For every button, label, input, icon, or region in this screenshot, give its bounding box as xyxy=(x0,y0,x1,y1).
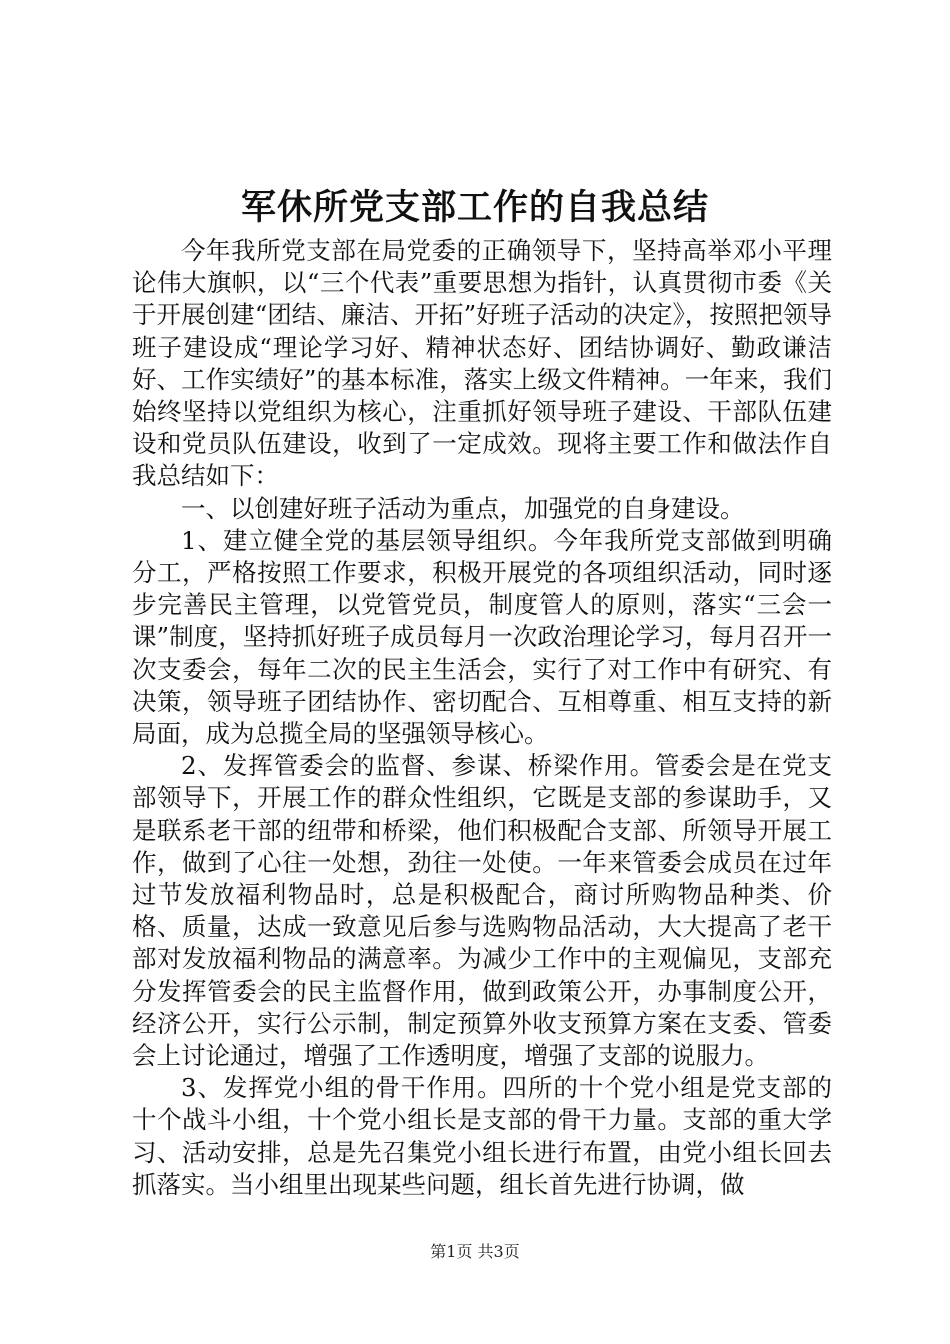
document-body xyxy=(132,235,832,1201)
intro-paragraph: 今年我所党支部在局党委的正确领导下，坚持高举邓小平理论伟大旗帜，以“三个代表”重要思想为指针，认真贯彻市委《关于开展创建“团结、廉洁、开拓”好班子活动的决定》，按照把领导班子建设成“理论学习好、精神状态好、团结协调好、勤政谦洁好、工作实绩好”的基本标准，落实上级文件精神。一年来，我们始终坚持以党组织为核心，注重抓好领导班子建设、干部队伍建设和党员队伍建设，收到了一定成效。现将主要工作和做法作自我总结如下： xyxy=(132,236,832,491)
page-footer: 第1页 共3页 xyxy=(430,1242,520,1261)
paragraph-item-3: 3、发挥党小组的骨干作用。四所的十个党小组是党支部的十个战斗小组，十个党小组长是支部的骨干力量。支部的重大学习、活动安排，总是先召集党小组长进行布置，由党小组长回去抓落实。当小组里出现某些问题，组长首先进行协调，做 xyxy=(132,1073,832,1199)
document-title: 军休所党支部工作的自我总结 xyxy=(240,187,709,228)
paragraph-item-2: 2、发挥管委会的监督、参谋、桥梁作用。管委会是在党支部领导下，开展工作的群众性组织，它既是支部的参谋助手，又是联系老干部的纽带和桥梁，他们积极配合支部、所领导开展工作，做到了心往一处想，劲往一处使。一年来管委会成员在过年过节发放福利物品时，总是积极配合，商讨所购物品种类、价格、质量，达成一致意见后参与选购物品活动，大大提高了老干部对发放福利物品的满意率。为减少工作中的主观偏见，支部充分发挥管委会的民主监督作用，做到政策公开，办事制度公开，经济公开，实行公示制，制定预算外收支预算方案在支委、管委会上讨论通过，增强了工作透明度，增强了支部的说服力。 xyxy=(132,751,832,1071)
paragraph-item-1: 1、建立健全党的基层领导组织。今年我所党支部做到明确分工，严格按照工作要求，积极开展党的各项组织活动，同时逐步完善民主管理，以党管党员，制度管人的原则，落实“三会一课”制度，坚持抓好班子成员每月一次政治理论学习，每月召开一次支委会，每年二次的民主生活会，实行了对工作中有研究、有决策，领导班子团结协作、密切配合、互相尊重、相互支持的新局面，成为总揽全局的坚强领导核心。 xyxy=(132,525,832,749)
section-heading-1: 一、以创建好班子活动为重点，加强党的自身建设。 xyxy=(181,493,745,523)
